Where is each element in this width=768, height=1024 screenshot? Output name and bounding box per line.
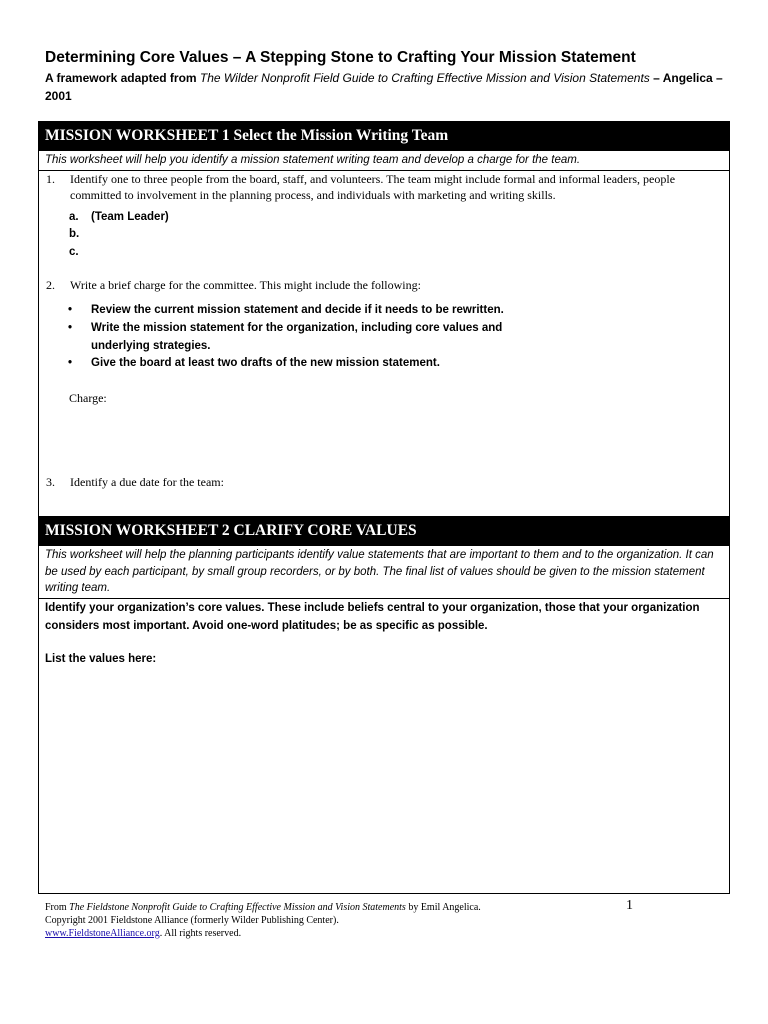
charge-field[interactable]: Charge: <box>69 391 107 405</box>
bullet-text: Give the board at least two drafts of the new mission statement. <box>91 357 440 369</box>
bullet-text-line: Write the mission statement for the organization, including core values and <box>91 322 503 334</box>
footer <box>45 901 645 940</box>
letter-label: b. <box>69 228 80 240</box>
footer-rights-line <box>45 927 645 940</box>
item-text: Identify one to three people from the board, staff, and volunteers. The team might include formal and informal leaders, people committed to involvement in the planning process, and individuals with marketing and writing skills. <box>70 172 676 202</box>
footer-source <box>45 901 645 914</box>
item-number: 1. <box>46 172 55 186</box>
subtitle-tail: – Angelica – 2001 <box>45 71 723 103</box>
worksheet2-header: MISSION WORKSHEET 2 CLARIFY CORE VALUES <box>39 516 729 546</box>
document-title: Determining Core Values – A Stepping Stone to Crafting Your Mission Statement <box>45 49 636 66</box>
bullet-text <box>91 320 502 355</box>
footer-copyright: Copyright 2001 Fieldstone Alliance (formerly Wilder Publishing Center). <box>45 915 339 926</box>
subtitle-book-title: The Wilder Nonprofit Field Guide to Crafting Effective Mission and Vision Statements <box>199 71 650 85</box>
item-number: 3. <box>46 475 55 489</box>
bullet-text: Review the current mission statement and decide if it needs to be rewritten. <box>91 304 504 316</box>
team-leader-label: (Team Leader) <box>91 211 169 223</box>
worksheet1-header: MISSION WORKSHEET 1 Select the Mission Writing Team <box>39 122 729 151</box>
worksheet-box <box>38 121 730 894</box>
letter-label: a. <box>69 211 79 223</box>
worksheet2-intro: This worksheet will help the planning participants identify value statements that are important to them and to the organization. It can be used by each participant, by small group recorders, or by both. The final list of values should be given to the mission statement writing team. <box>39 546 729 599</box>
fieldstone-link[interactable]: www.FieldstoneAlliance.org <box>45 928 160 939</box>
values-list-field[interactable]: List the values here: <box>45 653 157 665</box>
team-member-c[interactable] <box>69 246 91 258</box>
team-member-a[interactable] <box>69 211 169 223</box>
due-date-label: Identify a due date for the team: <box>70 475 224 489</box>
letter-label: c. <box>69 246 79 258</box>
footer-author: by Emil Angelica. <box>405 902 481 913</box>
document-subtitle <box>45 69 735 105</box>
page-number: 1 <box>626 898 633 913</box>
item-text: Write a brief charge for the committee. This might include the following: <box>70 278 421 292</box>
item-number: 2. <box>46 278 55 292</box>
bullet-icon: • <box>68 322 73 334</box>
bullet-icon: • <box>68 304 73 316</box>
bullet-text-line: underlying strategies. <box>91 339 211 352</box>
team-member-b[interactable] <box>69 228 91 240</box>
footer-rights: . All rights reserved. <box>159 928 242 939</box>
footer-book-title: The Fieldstone Nonprofit Guide to Crafting Effective Mission and Vision Statements <box>69 902 406 913</box>
worksheet1-intro: This worksheet will help you identify a mission statement writing team and develop a charge for the team. <box>39 152 729 171</box>
core-values-instruction: Identify your organization’s core values. These include beliefs central to your organization, those that your organization considers most important. Avoid one-word platitudes; be as specific as possible. <box>45 602 700 632</box>
footer-from: From <box>45 902 70 913</box>
bullet-icon: • <box>68 357 73 369</box>
subtitle-lead: A framework adapted from <box>45 71 200 85</box>
